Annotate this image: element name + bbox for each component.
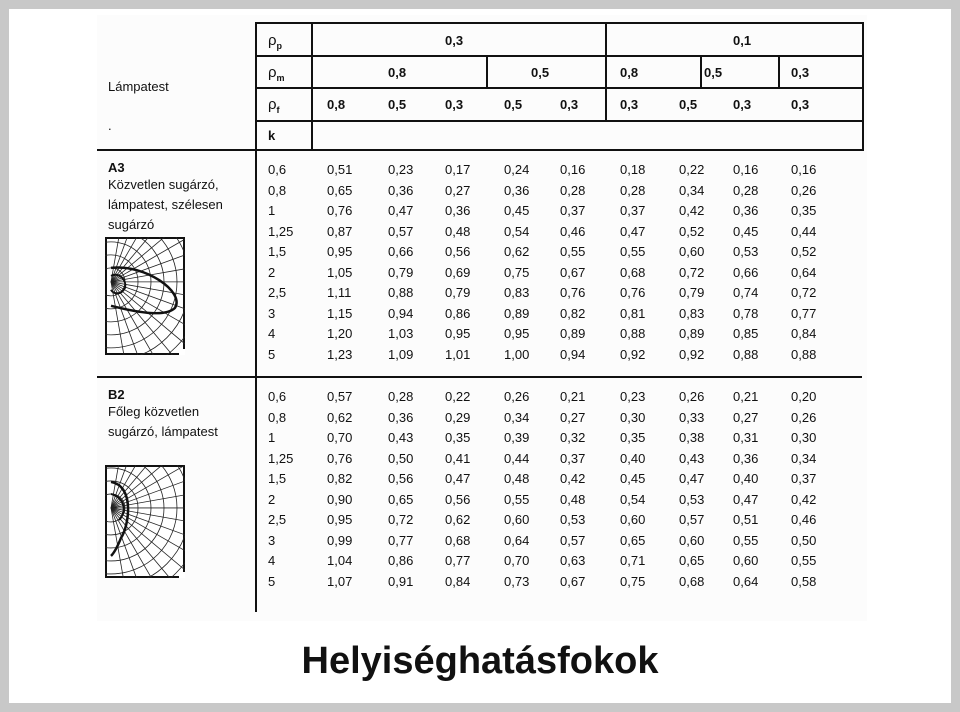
table-cell: 0,18 [620,162,646,177]
table-cell: 0,88 [620,326,646,341]
grid-line [605,22,607,120]
table-cell: 0,43 [388,430,414,445]
table-cell: 0,34 [791,450,817,466]
table-cell: 0,36 [445,203,471,218]
table-cell: 0,46 [560,223,586,239]
table-cell: 0,67 [560,573,586,589]
table-cell: 0,89 [560,326,586,341]
table-cell: 0,30 [620,409,646,425]
table-cell: 0,92 [679,346,705,362]
table-cell: 0,82 [327,471,353,486]
table-cell: 0,28 [620,182,646,198]
table-cell: 0,30 [791,430,817,445]
table-cell: 0,40 [733,471,759,486]
table-cell: 0,52 [679,223,705,239]
table-cell: 0,48 [445,223,471,239]
table-cell: 0,70 [504,553,530,568]
table-cell: 1,00 [504,346,530,362]
k-value: 4 [268,553,276,568]
table-cell: 0,44 [504,450,530,466]
table-cell: 0,33 [679,409,705,425]
k-value: 1 [268,203,276,218]
table-cell: 0,79 [388,264,414,280]
k-value: 2,5 [268,512,287,527]
table-cell: 0,47 [620,223,646,239]
rho-f-value: 0,5 [388,97,407,112]
table-cell: 0,75 [504,264,530,280]
table-cell: 0,84 [791,326,817,341]
table-cell: 0,35 [445,430,471,445]
grid-line [255,22,864,24]
table-cell: 0,16 [560,162,586,177]
table-cell: 0,60 [679,532,705,548]
table-cell: 0,38 [679,430,705,445]
table-cell: 0,41 [445,450,471,466]
table-cell: 0,22 [445,389,471,404]
table-cell: 0,42 [679,203,705,218]
k-value: 2 [268,491,276,507]
k-value: 1,25 [268,223,294,239]
table-cell: 0,90 [327,491,353,507]
rho-m-value: 0,5 [531,65,550,80]
table-cell: 0,47 [445,471,471,486]
table-cell: 0,77 [445,553,471,568]
k-value: 5 [268,346,276,362]
table-cell: 0,50 [388,450,414,466]
grid-line [97,376,862,378]
table-cell: 0,72 [679,264,705,280]
table-cell: 0,21 [733,389,759,404]
scanned-table [97,15,867,621]
table-cell: 1,20 [327,326,353,341]
table-cell: 0,53 [560,512,586,527]
table-cell: 0,95 [445,326,471,341]
lamp-label: Lámpatest [108,79,169,94]
table-cell: 0,55 [560,244,586,259]
table-cell: 0,60 [504,512,530,527]
table-cell: 1,11 [327,285,352,300]
table-cell: 0,45 [620,471,646,486]
table-cell: 0,23 [388,162,414,177]
table-cell: 0,36 [388,409,414,425]
table-cell: 0,72 [388,512,414,527]
grid-line [97,149,255,151]
table-cell: 0,46 [791,512,817,527]
table-cell: 0,89 [679,326,705,341]
table-cell: 0,16 [733,162,759,177]
table-cell: 0,77 [388,532,414,548]
table-cell: 0,95 [504,326,530,341]
rho-subscript: f [276,105,280,115]
table-cell: 0,76 [327,203,353,218]
table-cell: 0,79 [445,285,471,300]
slide-title: Helyiséghatásfokok [301,640,659,682]
table-cell: 0,32 [560,430,586,445]
table-cell: 0,53 [679,491,705,507]
table-cell: 0,65 [679,553,705,568]
table-cell: 0,62 [504,244,530,259]
grid-line [311,22,313,149]
table-cell: 0,81 [620,305,646,321]
table-cell: 0,29 [445,409,471,425]
table-cell: 0,37 [620,203,646,218]
table-cell: 0,84 [445,573,471,589]
table-cell: 0,39 [504,430,530,445]
grid-line [255,120,864,122]
table-cell: 0,28 [388,389,414,404]
k-value: 3 [268,532,276,548]
section-description: Főleg közvetlen sugárzó, lámpatest [108,404,218,439]
table-cell: 0,40 [620,450,646,466]
table-cell: 0,87 [327,223,353,239]
table-cell: 0,27 [733,409,759,425]
table-cell: 0,65 [388,491,414,507]
table-cell: 0,48 [560,491,586,507]
table-cell: 0,91 [388,573,414,589]
table-cell: 0,56 [388,471,414,486]
rho-f-value: 0,3 [560,97,579,112]
table-cell: 0,20 [791,389,817,404]
rho-p-value: 0,1 [733,33,752,48]
table-cell: 0,66 [733,264,759,280]
table-cell: 0,57 [560,532,586,548]
k-value: 0,6 [268,162,287,177]
rho-f-value: 0,5 [679,97,698,112]
table-cell: 0,65 [620,532,646,548]
table-cell: 0,44 [791,223,817,239]
table-cell: 0,63 [560,553,586,568]
table-cell: 0,36 [733,203,759,218]
k-value: 1 [268,430,276,445]
table-cell: 0,99 [327,532,353,548]
rho-m-value: 0,8 [620,65,639,80]
table-cell: 1,07 [327,573,353,589]
table-cell: 1,23 [327,346,353,362]
section-description: Közvetlen sugárzó, lámpatest, szélesen sugárzó [108,177,223,232]
table-cell: 0,76 [620,285,646,300]
k-label: k [268,128,276,143]
table-cell: 0,75 [620,573,646,589]
table-cell: 0,55 [733,532,759,548]
rho-p-value: 0,3 [445,33,464,48]
table-cell: 0,50 [791,532,817,548]
table-cell: 0,28 [560,182,586,198]
table-cell: 0,82 [560,305,586,321]
rho-symbol: ρ [268,32,277,49]
table-cell: 0,54 [620,491,646,507]
table-cell: 0,51 [327,162,353,177]
k-value: 2,5 [268,285,287,300]
table-cell: 0,34 [504,409,530,425]
table-cell: 1,05 [327,264,353,280]
table-cell: 0,57 [388,223,414,239]
table-cell: 0,60 [620,512,646,527]
table-cell: 0,76 [327,450,353,466]
grid-line [862,22,864,149]
table-cell: 0,76 [560,285,586,300]
table-cell: 0,47 [679,471,705,486]
table-cell: 0,37 [791,471,817,486]
table-cell: 1,09 [388,346,414,362]
table-cell: 0,36 [388,182,414,198]
table-cell: 0,55 [504,491,530,507]
table-cell: 0,45 [733,223,759,239]
table-cell: 0,88 [388,285,414,300]
table-cell: 0,83 [679,305,705,321]
light-distribution-diagram-a3 [105,237,185,355]
table-cell: 0,37 [560,203,586,218]
table-cell: 0,64 [733,573,759,589]
table-cell: 0,68 [445,532,471,548]
table-cell: 1,01 [445,346,471,362]
table-cell: 0,79 [679,285,705,300]
table-cell: 0,85 [733,326,759,341]
table-cell: 0,56 [445,244,471,259]
k-value: 1,25 [268,450,294,466]
table-cell: 0,83 [504,285,530,300]
table-cell: 0,72 [791,285,817,300]
table-cell: 0,53 [733,244,759,259]
rho-m-value: 0,5 [704,65,723,80]
table-cell: 0,36 [733,450,759,466]
rho-subscript: p [276,41,283,51]
table-cell: 0,47 [733,491,759,507]
table-cell: 0,47 [388,203,414,218]
grid-line [700,55,702,87]
table-cell: 0,26 [679,389,705,404]
table-cell: 0,65 [327,182,353,198]
table-cell: 0,43 [679,450,705,466]
table-cell: 0,86 [445,305,471,321]
section-code: A3 [108,160,125,175]
table-cell: 0,92 [620,346,646,362]
table-cell: 0,54 [504,223,530,239]
table-cell: 0,64 [504,532,530,548]
table-cell: 0,67 [560,264,586,280]
table-cell: 0,60 [733,553,759,568]
table-cell: 0,51 [733,512,759,527]
rho-f-value: 0,3 [791,97,810,112]
table-cell: 0,35 [620,430,646,445]
table-cell: 0,55 [620,244,646,259]
table-cell: 0,24 [504,162,530,177]
light-distribution-diagram-b2 [105,465,185,578]
rho-subscript: m [276,73,285,83]
table-cell: 0,36 [504,182,530,198]
rho-m-label [268,65,285,86]
table-cell: 0,70 [327,430,353,445]
table-cell: 0,86 [388,553,414,568]
table-cell: 0,26 [504,389,530,404]
table-cell: 0,62 [327,409,353,425]
k-value: 0,6 [268,389,287,404]
table-cell: 0,58 [791,573,817,589]
table-cell: 0,77 [791,305,817,321]
table-cell: 0,26 [791,409,817,425]
table-cell: 0,23 [620,389,646,404]
table-cell: 0,17 [445,162,471,177]
table-cell: 0,57 [327,389,353,404]
grid-line [255,87,864,89]
k-value: 5 [268,573,276,589]
table-cell: 0,16 [791,162,817,177]
table-cell: 0,22 [679,162,705,177]
table-cell: 0,88 [791,346,817,362]
rho-f-value: 0,8 [327,97,346,112]
table-cell: 0,45 [504,203,530,218]
table-cell: 0,94 [560,346,586,362]
grid-line [778,55,780,87]
k-value: 1,5 [268,471,287,486]
k-value: 4 [268,326,276,341]
grid-line [486,55,488,87]
table-cell: 0,57 [679,512,705,527]
table-cell: 0,64 [791,264,817,280]
table-cell: 0,21 [560,389,586,404]
table-cell: 0,42 [560,471,586,486]
rho-f-value: 0,3 [445,97,464,112]
rho-m-value: 0,3 [791,65,810,80]
table-cell: 1,15 [327,305,353,321]
rho-symbol: ρ [268,96,277,113]
table-cell: 0,74 [733,285,759,300]
table-cell: 0,28 [733,182,759,198]
table-cell: 0,27 [445,182,471,198]
dot-mark: . [108,118,112,133]
table-cell: 0,26 [791,182,817,198]
table-cell: 0,68 [620,264,646,280]
table-cell: 0,88 [733,346,759,362]
k-value: 0,8 [268,409,287,425]
table-cell: 0,42 [791,491,817,507]
rho-p-label [268,33,282,54]
table-cell: 0,78 [733,305,759,321]
table-cell: 0,55 [791,553,817,568]
table-cell: 0,95 [327,244,353,259]
table-cell: 1,03 [388,326,414,341]
table-cell: 1,04 [327,553,353,568]
rho-f-value: 0,3 [620,97,639,112]
table-cell: 0,69 [445,264,471,280]
rho-m-value: 0,8 [388,65,407,80]
table-cell: 0,56 [445,491,471,507]
table-cell: 0,66 [388,244,414,259]
section-code: B2 [108,387,125,402]
table-cell: 0,89 [504,305,530,321]
table-cell: 0,62 [445,512,471,527]
table-cell: 0,34 [679,182,705,198]
table-cell: 0,37 [560,450,586,466]
grid-line [255,55,864,57]
table-cell: 0,73 [504,573,530,589]
table-cell: 0,71 [620,553,646,568]
k-value: 3 [268,305,276,321]
table-cell: 0,27 [560,409,586,425]
rho-f-label [268,97,280,118]
grid-line [255,22,257,612]
rho-symbol: ρ [268,64,277,81]
table-cell: 0,35 [791,203,817,218]
table-cell: 0,31 [733,430,759,445]
k-value: 2 [268,264,276,280]
k-value: 1,5 [268,244,287,259]
k-value: 0,8 [268,182,287,198]
rho-f-value: 0,5 [504,97,523,112]
table-cell: 0,52 [791,244,817,259]
rho-f-value: 0,3 [733,97,752,112]
table-cell: 0,60 [679,244,705,259]
table-cell: 0,68 [679,573,705,589]
table-cell: 0,48 [504,471,530,486]
table-cell: 0,94 [388,305,414,321]
table-cell: 0,95 [327,512,353,527]
